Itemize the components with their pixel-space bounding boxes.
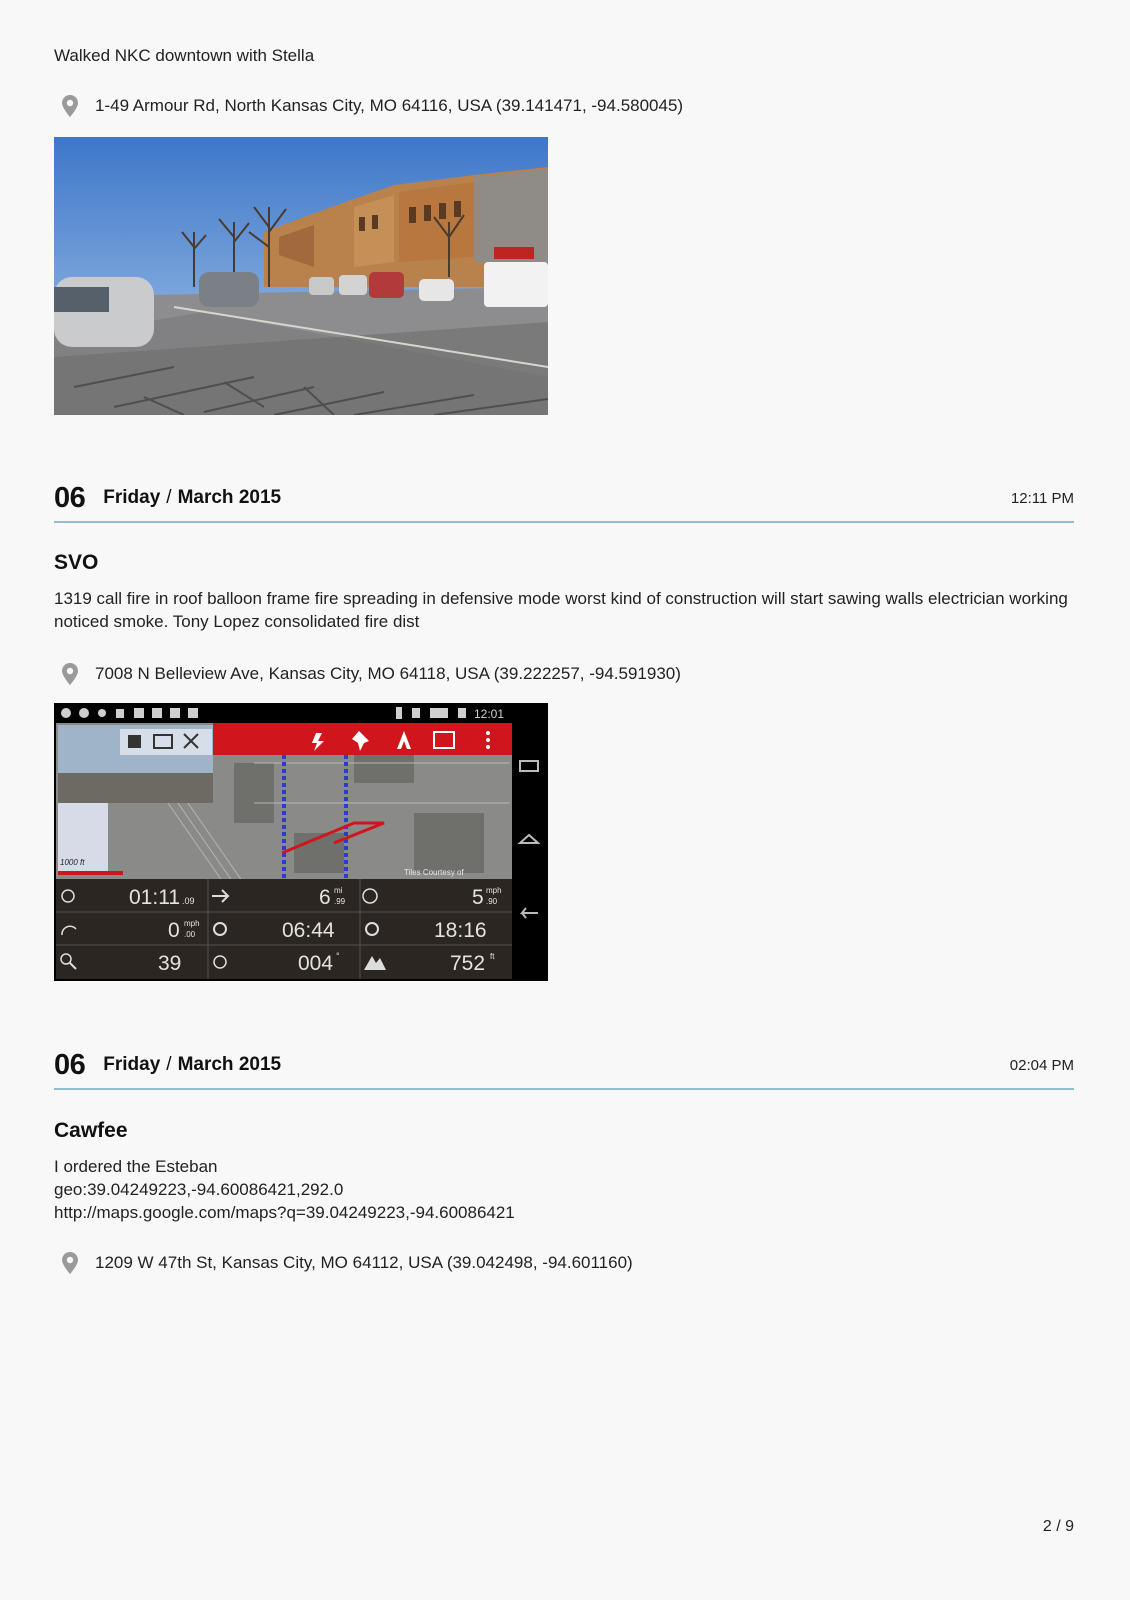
stat-speed: 0: [168, 919, 180, 942]
stat-clock-time: 18:16: [434, 919, 487, 942]
stat-avg-speed-frac: .90: [486, 897, 498, 906]
stat-distance: 6: [319, 886, 331, 909]
entry-title: Cawfee: [54, 1119, 128, 1142]
stat-duration: 01:11: [129, 886, 180, 909]
stat-avg-speed: 5: [472, 886, 484, 909]
status-time: 12:01: [474, 707, 505, 721]
location-text: 1-49 Armour Rd, North Kansas City, MO 64116, USA (39.141471, -94.580045): [95, 96, 684, 115]
stat-speed-unit: mph: [184, 919, 200, 928]
map-pin-icon: [59, 662, 81, 686]
entry-day: 06: [54, 481, 86, 514]
location-row: [54, 1251, 633, 1275]
entry-time: 12:11 PM: [1010, 489, 1074, 507]
stat-duration-frac: .09: [182, 896, 195, 906]
entry-weekday: Friday: [103, 1054, 161, 1075]
tiles-credit: Tiles Courtesy of: [404, 868, 464, 877]
location-row: [54, 94, 683, 118]
entry-body: 1319 call fire in roof balloon frame fire spreading in defensive mode worst kind of construction will start sawing walls electrician working noticed smoke. Tony Lopez consolidated fire dist: [54, 589, 1068, 631]
street-photo: [54, 137, 548, 415]
entry-title: SVO: [54, 551, 99, 574]
entry-month-year: March 2015: [177, 487, 282, 508]
body-line: I ordered the Esteban: [54, 1157, 218, 1176]
stat-elevation-unit: ft: [490, 952, 495, 961]
entry-day: 06: [54, 1048, 86, 1081]
entry-date-header: [54, 475, 1074, 523]
date-separator: /: [166, 487, 172, 508]
stat-avg-speed-unit: mph: [486, 886, 502, 895]
map-pin-icon: [59, 94, 81, 118]
stat-distance-unit: mi: [334, 886, 343, 895]
stat-moving-time: 06:44: [282, 919, 335, 942]
stat-distance-frac: .99: [334, 897, 346, 906]
page-number: 2 / 9: [1042, 1518, 1074, 1535]
stat-heading: 004: [298, 952, 334, 975]
stat-satellites: 39: [158, 952, 182, 975]
map-pin-icon: [59, 1251, 81, 1275]
entry-time: 02:04 PM: [1009, 1056, 1074, 1074]
location-row: [54, 662, 681, 686]
entry-body: [54, 1155, 515, 1224]
stat-elevation: 752: [450, 952, 486, 975]
maps-link[interactable]: http://maps.google.com/maps?q=39.04249223,-94.60086421: [54, 1203, 515, 1222]
location-text: 7008 N Belleview Ave, Kansas City, MO 64118, USA (39.222257, -94.591930): [95, 664, 681, 683]
geo-line: geo:39.04249223,-94.60086421,292.0: [54, 1180, 344, 1199]
app-screenshot: [54, 703, 548, 981]
location-text: 1209 W 47th St, Kansas City, MO 64112, USA (39.042498, -94.601160): [95, 1253, 633, 1272]
entry-weekday: Friday: [103, 487, 161, 508]
date-separator: /: [166, 1054, 172, 1075]
entry-month-year: March 2015: [177, 1054, 282, 1075]
scale-label: 1000 ft: [60, 858, 85, 867]
entry-date-header: [54, 1042, 1074, 1090]
stat-speed-frac: .00: [184, 930, 196, 939]
entry-body: Walked NKC downtown with Stella: [54, 46, 315, 65]
stat-heading-unit: °: [336, 951, 340, 961]
